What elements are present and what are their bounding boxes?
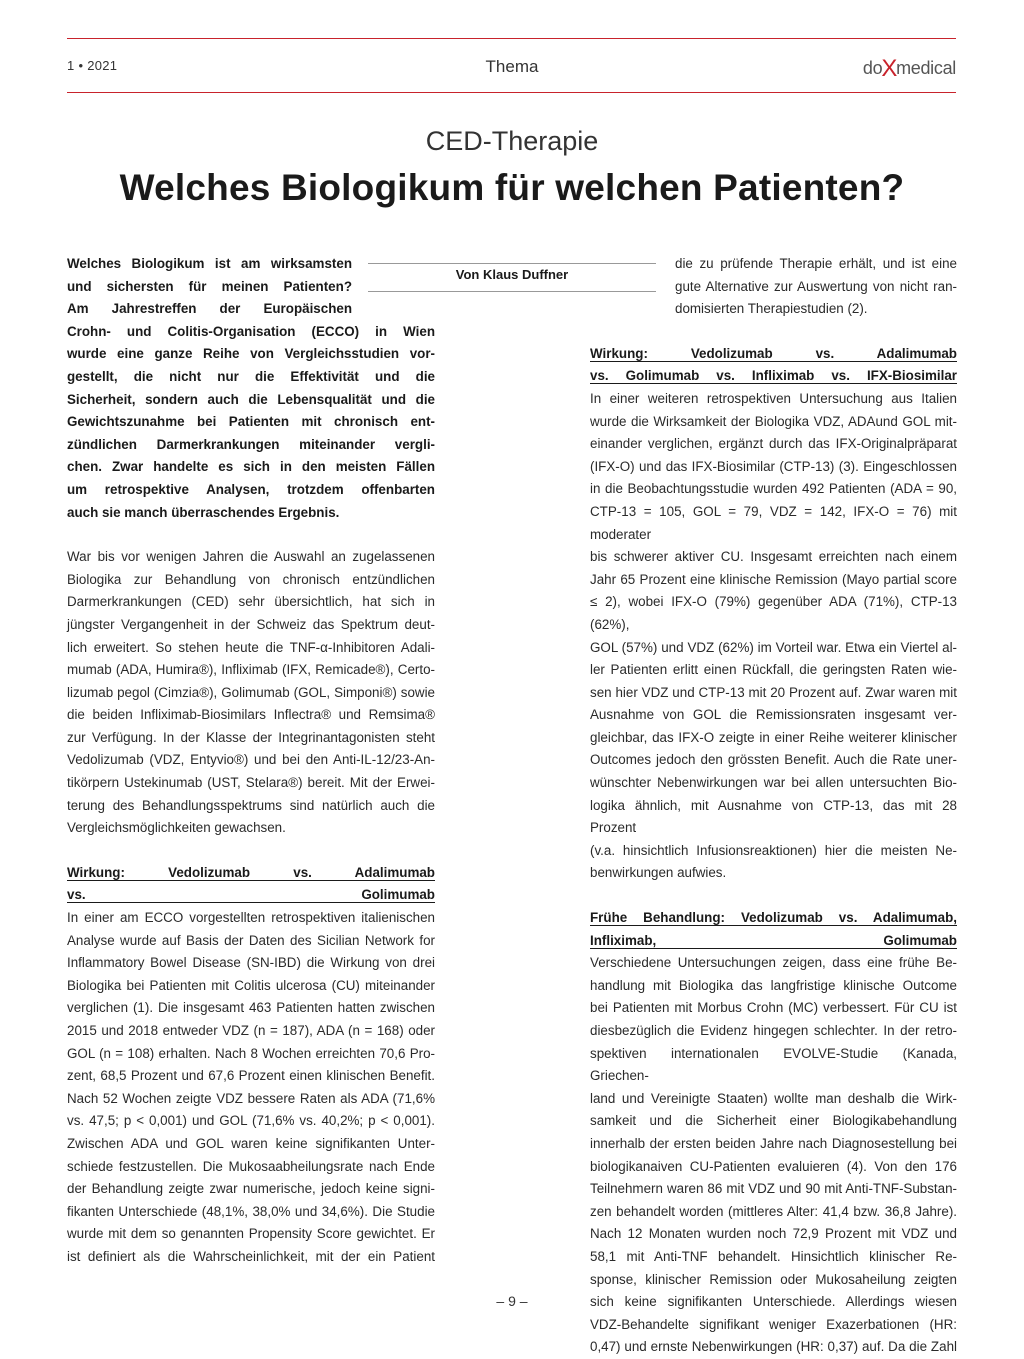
lede-line: Welches Biologikum ist am wirksamsten bbox=[67, 256, 352, 271]
body-line: zur Verfügung. In der Klasse der Integrinantagonisten steht bbox=[67, 729, 435, 745]
body-line: diesbezüglich die Evidenz hingegen schlechter. In der retro- bbox=[590, 1023, 957, 1038]
lede-line: um retrospektive Analysen, trotzdem offenbarten bbox=[67, 481, 435, 497]
paragraph-gap bbox=[67, 524, 435, 546]
body-line: VDZ-Behandelte signifikant weniger Exazerbationen (HR: bbox=[590, 1316, 957, 1332]
lede-line: Crohn- und Colitis-Organisation (ECCO) in Wien bbox=[67, 323, 435, 339]
body-line: die beiden Infliximab-Biosimilars Inflectra® und Remsima® bbox=[67, 707, 435, 723]
body-line: Jahr 65 Prozent eine klinische Remission (Mayo partial score bbox=[590, 571, 957, 587]
body-line: sponse, klinischer Remission oder Mukosaheilung zeigten bbox=[590, 1271, 957, 1287]
body-line: Teilnehmern waren 86 mit VDZ und 90 mit Anti-TNF-Substan- bbox=[590, 1181, 957, 1197]
lede-line: wurde eine ganze Reihe von Vergleichsstudien vor- bbox=[67, 346, 435, 362]
body-line: schiede festzustellen. Die Mukosaabheilungsrate nach Ende bbox=[67, 1158, 435, 1174]
body-line: ler Patienten erlitt einen Rückfall, die geringsten Raten wie- bbox=[590, 662, 957, 678]
body-line: Nach 12 Monaten wurden noch 72,9 Prozent mit VDZ und bbox=[590, 1226, 957, 1242]
body-line: sich keine signifikanten Unterschiede. Allerdings wiesen bbox=[590, 1294, 957, 1310]
body-line: verglichen (1). Die insgesamt 463 Patienten hatten zwischen bbox=[67, 1000, 435, 1016]
header-top-rule bbox=[67, 38, 956, 39]
subheading: vs. Golimumab vs. Infliximab vs. IFX-Biosimilar bbox=[590, 368, 957, 384]
body-line: jüngster Vergangenheit in der Schweiz das Spektrum deut- bbox=[67, 616, 435, 632]
header-bottom-rule bbox=[67, 92, 956, 93]
body-line: logika ähnlich, mit Ausnahme von CTP-13, das mit 28 Prozent bbox=[590, 797, 957, 836]
body-line: land und Vereinigte Staaten) wollte man deshalb die Wirk- bbox=[590, 1090, 957, 1106]
body-line: Outcomes jedoch den grössten Benefit. Auch die Rate uner- bbox=[590, 752, 957, 768]
body-line: Biologika zur Behandlung von chronisch entzündlichen bbox=[67, 571, 435, 587]
lede-line: chen. Zwar handelte es sich in den meisten Fällen bbox=[67, 459, 435, 475]
body-line: CTP-13 = 105, GOL = 79, VDZ = 142, IFX-O = 76) mit moderater bbox=[590, 503, 957, 542]
body-line: terung des Behandlungsspektrums sind natürlich auch die bbox=[67, 797, 435, 813]
body-line: Darmerkrankungen (CED) sehr übersichtlich, hat sich in bbox=[67, 594, 435, 610]
lede-line: zündlichen Darmerkrankungen miteinander vergli- bbox=[67, 436, 435, 452]
body-line: gleichbar, das IFX-O zeigte in einer Reihe weiterer klinischer bbox=[590, 729, 957, 745]
doxmedical-logo: doXmedical bbox=[862, 55, 956, 82]
body-line: (IFX-O) und das IFX-Biosimilar (CTP-13) (3). Eingeschlossen bbox=[590, 458, 957, 474]
body-line: einander verglichen, ergänzt durch das IFX-Originalpräparat bbox=[590, 436, 957, 452]
body-line: mumab (ADA, Humira®), Infliximab (IFX, Remicade®), Certo- bbox=[67, 662, 435, 678]
page-number: – 9 – bbox=[496, 1293, 528, 1309]
right-column bbox=[590, 253, 957, 1359]
section-1 bbox=[67, 862, 435, 1269]
body-line: in die Beobachtungsstudie wurden 492 Patienten (ADA = 90, bbox=[590, 481, 957, 497]
subheading: Wirkung: Vedolizumab vs. Adalimumab bbox=[590, 345, 957, 361]
body-line: gute Alternative zur Auswertung von nicht ran- bbox=[675, 278, 957, 294]
paragraph-gap bbox=[67, 840, 435, 862]
body-line: Nach 52 Wochen zeigte VDZ bessere Raten als ADA (71,6% bbox=[67, 1090, 435, 1106]
subheading: Frühe Behandlung: Vedolizumab vs. Adalimumab, bbox=[590, 910, 957, 926]
subheading: Wirkung: Vedolizumab vs. Adalimumab bbox=[67, 864, 435, 880]
body-line: benwirkungen aufwies. bbox=[590, 865, 727, 881]
body-line: In einer am ECCO vorgestellten retrospektiven italienischen bbox=[67, 910, 435, 926]
body-line: sen hier VDZ und CTP-13 mit 20 Prozent auf. Zwar waren mit bbox=[590, 684, 957, 700]
body-line: In einer weiteren retrospektiven Untersuchung aus Italien bbox=[590, 390, 957, 406]
body-line: 58,1 mit Anti-TNF behandelt. Hinsichtlich klinischer Re- bbox=[590, 1248, 957, 1264]
body-line: spektiven internationalen EVOLVE-Studie (Kanada, Griechen- bbox=[590, 1045, 957, 1084]
section-2 bbox=[590, 343, 957, 885]
body-line: handlung mit Biologika das langfristige klinische Outcome bbox=[590, 977, 957, 993]
subheading: Infliximab, Golimumab bbox=[590, 932, 957, 948]
body-line: GOL (n = 108) erhalten. Nach 8 Wochen erreichten 70,6 Pro- bbox=[67, 1045, 435, 1061]
byline: Von Klaus Duffner bbox=[455, 267, 569, 282]
lede-line: Gewichtszunahme bei Patienten mit chronisch ent- bbox=[67, 414, 435, 430]
article-kicker: CED-Therapie bbox=[425, 126, 599, 156]
body-line: der Behandlung zeigte zwar numerische, jedoch keine signi- bbox=[67, 1181, 435, 1197]
body-line: Ausnahme von GOL die Remissionsraten insgesamt ver- bbox=[590, 707, 957, 723]
body-line: Verschiedene Untersuchungen zeigen, dass eine frühe Be- bbox=[590, 955, 957, 971]
body-line: lich erweitert. So stehen heute die TNF-α-Inhibitoren Adali- bbox=[67, 639, 435, 655]
body-line: Zwischen ADA und GOL waren keine signifikanten Unter- bbox=[67, 1135, 435, 1151]
body-line: Biologika bei Patienten mit Colitis ulcerosa (CU) miteinander bbox=[67, 977, 435, 993]
body-line: tikörpern Ustekinumab (UST, Stelara®) bereit. Mit der Erwei- bbox=[67, 775, 435, 791]
body-line: wünschter Nebenwirkungen war bei allen untersuchten Bio- bbox=[590, 775, 957, 791]
lede-line: gestellt, die nicht nur die Effektivität und die bbox=[67, 368, 435, 384]
paragraph-gap bbox=[590, 321, 957, 343]
body-line: zen behandelt worden (mittleres Alter: 41,4 bzw. 36,8 Jahre). bbox=[590, 1203, 957, 1219]
body-line: zent, 68,5 Prozent und 67,6 Prozent einen klinischen Benefit. bbox=[67, 1068, 435, 1084]
body-line: bei Patienten mit Morbus Crohn (MC) verbessert. Für CU ist bbox=[590, 1000, 957, 1016]
body-line: Vergleichsmöglichkeiten gewachsen. bbox=[67, 820, 286, 836]
body-line: domisierten Therapiestudien (2). bbox=[675, 301, 868, 317]
body-line: fikanten Unterschiede (48,1%, 38,0% und 34,6%). Die Studie bbox=[67, 1203, 435, 1219]
intro-paragraph bbox=[67, 546, 435, 840]
subheading: vs. Golimumab bbox=[67, 887, 435, 903]
body-line: War bis vor wenigen Jahren die Auswahl an zugelassenen bbox=[67, 549, 435, 565]
body-line: Inflammatory Bowel Disease (SN-IBD) die Wirkung von drei bbox=[67, 955, 435, 971]
body-line: samkeit und die Sicherheit einer Biologikabehandlung bbox=[590, 1113, 957, 1129]
body-line: GOL (57%) und VDZ (62%) im Vorteil war. Etwa ein Viertel al- bbox=[590, 639, 957, 655]
article-title: Welches Biologikum für welchen Patienten? bbox=[119, 167, 905, 208]
lede-paragraph bbox=[67, 253, 435, 524]
body-line: (v.a. hinsichtlich Infusionsreaktionen) hier die meisten Ne- bbox=[590, 842, 957, 858]
body-line: innerhalb der ersten beiden Jahre nach Diagnosestellung bei bbox=[590, 1135, 957, 1151]
body-line: lizumab pegol (Cimzia®), Golimumab (GOL, Simponi®) sowie bbox=[67, 684, 435, 700]
lede-line: Am Jahrestreffen der Europäischen bbox=[67, 301, 352, 317]
body-line: wurde mit dem so genannten Propensity Score gewichtet. Er bbox=[67, 1226, 435, 1242]
body-line: die zu prüfende Therapie erhält, und ist eine bbox=[675, 256, 957, 271]
body-line: vs. 47,5; p < 0,001) und GOL (71,6% vs. 40,2%; p < 0,001). bbox=[67, 1113, 435, 1129]
section-label: Thema bbox=[485, 57, 539, 76]
continued-paragraph bbox=[590, 253, 957, 321]
left-column bbox=[67, 253, 435, 1269]
body-line: ist definiert als die Wahrscheinlichkeit, mit der ein Patient bbox=[67, 1248, 435, 1264]
body-line: wurde die Wirksamkeit der Biologika VDZ, ADAund GOL mit- bbox=[590, 413, 957, 429]
lede-line: Sicherheit, sondern auch die Lebensqualität und die bbox=[67, 391, 435, 407]
body-line: biologikanaiven CU-Patienten evaluieren (4). Von den 176 bbox=[590, 1158, 957, 1174]
lede-line: und sichersten für meinen Patienten? bbox=[67, 278, 352, 294]
body-line: 2015 und 2018 entweder VDZ (n = 187), ADA (n = 168) oder bbox=[67, 1023, 435, 1038]
body-line: 0,47) und ernste Nebenwirkungen (HR: 0,37) auf. Da die Zahl bbox=[590, 1339, 957, 1355]
body-line: Vedolizumab (VDZ, Entyvio®) und bei den Anti-IL-12/23-An- bbox=[67, 752, 435, 768]
lede-line: auch sie manch überraschendes Ergebnis. bbox=[67, 504, 340, 520]
issue-label: 1 • 2021 bbox=[67, 58, 118, 73]
body-line: Analyse wurde auf Basis der Daten des Sicilian Network for bbox=[67, 932, 435, 948]
body-line: ≤ 2), wobei IFX-O (79%) gegenüber ADA (71%), CTP-13 (62%), bbox=[590, 594, 957, 632]
section-3 bbox=[590, 907, 957, 1359]
body-line: bis schwerer aktiver CU. Insgesamt erreichten nach einem bbox=[590, 549, 957, 565]
paragraph-gap bbox=[590, 885, 957, 907]
